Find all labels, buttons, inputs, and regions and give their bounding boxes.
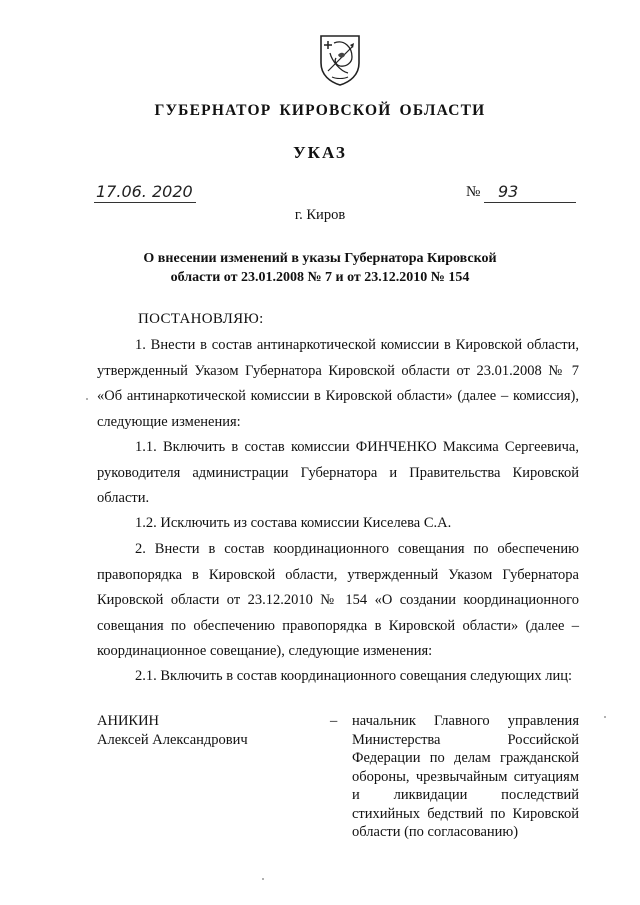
paragraph-2-1: 2.1. Включить в состав координационного совещания следующих лиц: — [135, 668, 573, 684]
issuing-authority: ГУБЕРНАТОР КИРОВСКОЙ ОБЛАСТИ — [154, 102, 486, 119]
document-type: УКАЗ — [293, 143, 347, 162]
appointee-given-name: Алексей Александрович — [97, 731, 248, 748]
scan-speck — [86, 398, 88, 400]
appointee-position: начальник Главного управления Министерства Российской Федерации по делам гражданской обороны, чрезвычайным ситуациям и ликвидации последствий стихийных бедствий по Кировской области (по согласованию) — [352, 713, 579, 840]
title-line-2: области от 23.01.2008 № 7 и от 23.12.2010 № 154 — [170, 270, 470, 285]
paragraph-1-2: 1.2. Исключить из состава комиссии Киселева С.А. — [135, 515, 452, 531]
title-line-1: О внесении изменений в указы Губернатора Кировской — [143, 251, 497, 266]
document-date-handwritten: 17.06. 2020 — [94, 182, 196, 203]
paragraph-1: 1. Внести в состав антинаркотической комиссии в Кировской области, утвержденный Указом Губернатора Кировской области от 23.01.2008 № 7 «Об антинаркотической комиссии в Кировской области» (далее – комиссия), следующие изменения: — [97, 337, 579, 430]
document-number-handwritten: 93 — [484, 182, 576, 203]
document-title — [100, 249, 540, 287]
paragraph-2: 2. Внести в состав координационного совещания по обеспечению правопорядка в Кировской области, утвержденный Указом Губернатора Кировской области от 23.12.2010 № 154 «О создании координационного совещания по обеспечению правопорядка в Кировской области» (далее – координационное совещание), следующие изменения: — [97, 541, 579, 659]
kirov-coat-of-arms-icon — [318, 33, 362, 87]
appointee-dash: – — [330, 713, 338, 729]
decree-word: ПОСТАНОВЛЯЮ: — [138, 311, 264, 327]
appointee-surname: АНИКИН — [97, 713, 160, 729]
document-number-label: № — [466, 184, 481, 200]
scan-speck — [604, 716, 606, 718]
appointee-name-block — [97, 712, 317, 749]
city-of-issue: г. Киров — [294, 207, 346, 223]
paragraph-1-1: 1.1. Включить в состав комиссии ФИНЧЕНКО Максима Сергеевича, руководителя администрации Губернатора и Правительства Кировской области. — [97, 439, 579, 506]
scan-speck — [262, 878, 264, 880]
